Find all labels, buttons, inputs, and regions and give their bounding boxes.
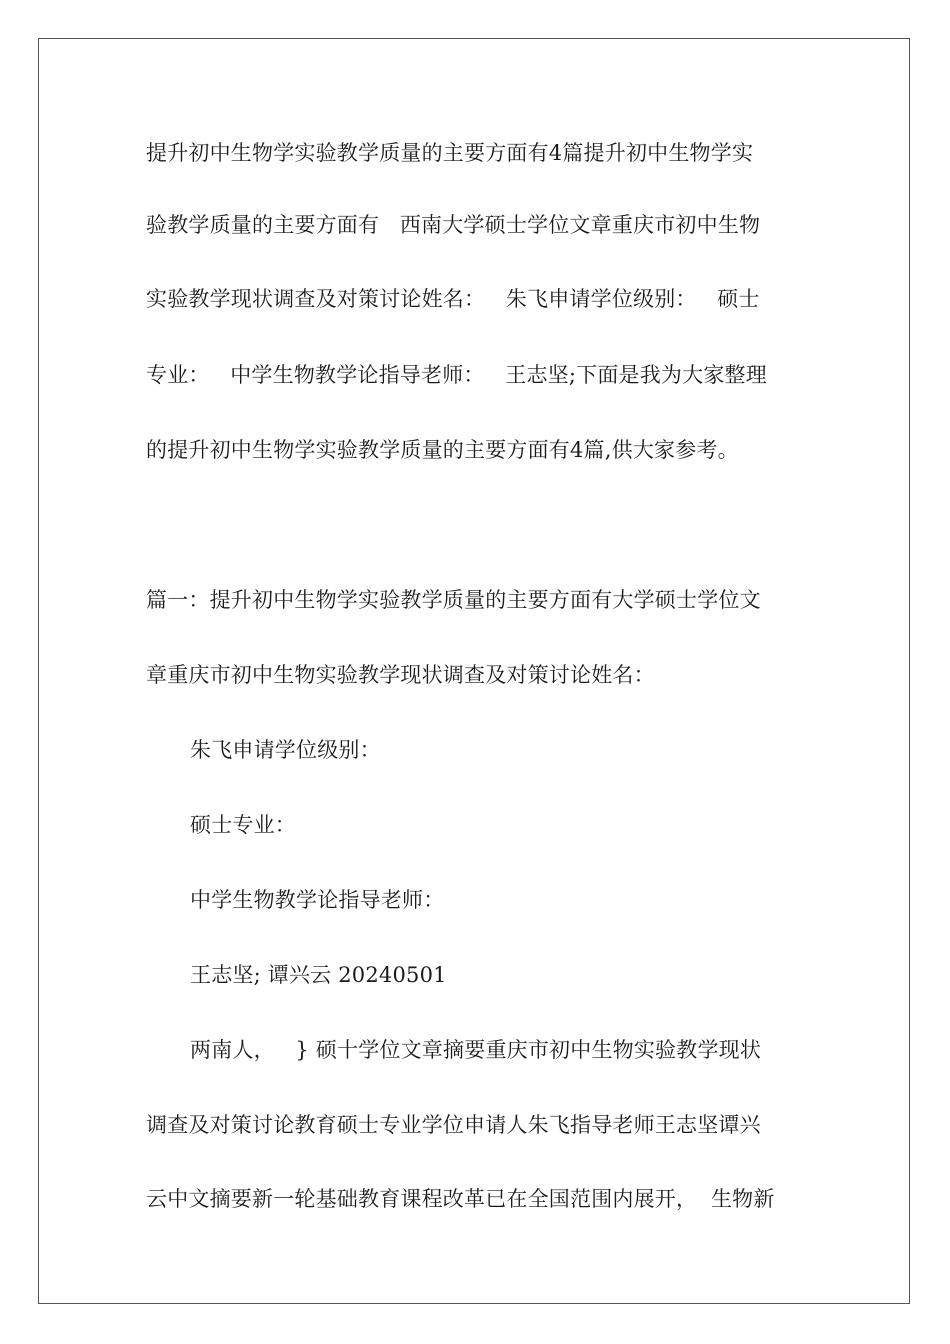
intro-line: 实验教学现状调查及对策讨论姓名： 朱飞申请学位级别： 硕士 bbox=[146, 287, 760, 311]
indented-line: 硕士专业： bbox=[190, 813, 296, 837]
body-line: 调查及对策讨论教育硕士专业学位申请人朱飞指导老师王志坚谭兴 bbox=[146, 1113, 761, 1137]
intro-line: 验教学质量的主要方面有 西南大学硕士学位文章重庆市初中生物 bbox=[146, 213, 761, 237]
section-heading-line: 篇一：提升初中生物学实验教学质量的主要方面有大学硕士学位文 bbox=[146, 588, 761, 612]
indented-line: 中学生物教学论指导老师： bbox=[190, 888, 445, 912]
intro-line: 专业： 中学生物教学论指导老师： 王志坚;下面是我为大家整理 bbox=[146, 363, 767, 387]
intro-line: 提升初中生物学实验教学质量的主要方面有4篇提升初中生物学实 bbox=[146, 141, 754, 165]
indented-line: 两南人， } 硕十学位文章摘要重庆市初中生物实验教学现状 bbox=[190, 1038, 762, 1062]
indented-line: 王志坚; 谭兴云 20240501 bbox=[190, 963, 447, 987]
body-line: 云中文摘要新一轮基础教育课程改革已在全国范围内展开， 生物新 bbox=[146, 1187, 775, 1211]
intro-line: 的提升初中生物学实验教学质量的主要方面有4篇,供大家参考。 bbox=[146, 438, 739, 462]
indented-line: 朱飞申请学位级别： bbox=[190, 738, 381, 762]
section-heading-line: 章重庆市初中生物实验教学现状调查及对策讨论姓名： bbox=[146, 663, 655, 687]
